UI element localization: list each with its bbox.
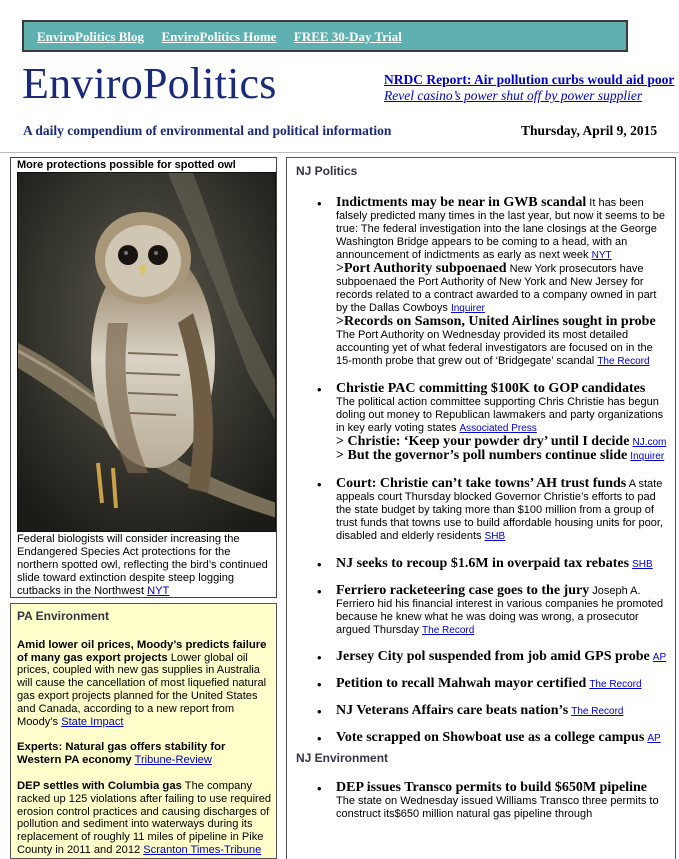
- news-item-title: Vote scrapped on Showboat use as a college campus: [336, 730, 645, 745]
- pa-item-source-link[interactable]: Scranton Times-Tribune: [143, 843, 262, 856]
- nj-news-column: [286, 157, 676, 859]
- news-item-source-link[interactable]: The Record: [589, 679, 642, 690]
- bullet-icon: •: [317, 196, 322, 211]
- news-item-title: Christie PAC committing $100K to GOP candidates: [336, 381, 646, 396]
- news-item-title: Indictments may be near in GWB scandal: [336, 195, 587, 210]
- nav-link-home[interactable]: EnviroPolitics Home: [161, 29, 277, 44]
- pa-item-text: The company racked up 125 violations after failing to use required erosion control practices and causing discharges of pollution and sediment into waterways during its replacement of roughly 11 miles of pipeline in Pike County in 2011 and 2012: [17, 779, 272, 856]
- nj-politics-list: [287, 196, 675, 745]
- news-subitem: [336, 449, 667, 463]
- photo-caption-text: Federal biologists will consider increasing the Endangered Species Act protections for the northern spotted owl, reflecting the bird’s continued slide toward extinction despite steep logging cutbacks in the Northwest: [17, 533, 268, 597]
- page-date: Thursday, April 9, 2015: [521, 123, 658, 138]
- news-subitem: [336, 315, 667, 368]
- news-item-title: DEP issues Transco permits to build $650M pipeline: [336, 780, 648, 795]
- news-item-text: The state on Wednesday issued Williams Transco three permits to construct its$650 million natural gas pipeline through: [336, 795, 659, 820]
- news-subitem: [336, 435, 667, 449]
- news-subitem-title: > Christie: ‘Keep your powder dry’ until I decide: [336, 434, 630, 449]
- nav-link-blog[interactable]: EnviroPolitics Blog: [37, 29, 145, 44]
- news-item-source-link[interactable]: SHB: [632, 559, 653, 570]
- news-item-text: It has been falsely predicted many times in the last year, but now it seems to be true: The federal investigation into the lane closings at the George Washington Bridge appears to be coming to a head, with an announcement of indictments as early as next week: [336, 197, 665, 261]
- headline-link-nrdc[interactable]: NRDC Report: Air pollution curbs would aid poor: [384, 72, 675, 87]
- bullet-icon: •: [317, 382, 322, 397]
- pa-item-title: DEP settles with Columbia gas: [17, 779, 182, 792]
- news-item-title: Jersey City pol suspended from job amid GPS probe: [336, 649, 650, 664]
- news-subitem-title: >Records on Samson, United Airlines sought in probe: [336, 314, 656, 329]
- bullet-icon: •: [317, 584, 322, 599]
- top-nav-bar: [22, 20, 628, 52]
- pa-environment-box: [10, 603, 277, 859]
- headline-link-revel[interactable]: Revel casino’s power shut off by power supplier: [384, 88, 643, 103]
- news-item-source-link[interactable]: The Record: [422, 625, 475, 636]
- news-item-title: NJ seeks to recoup $1.6M in overpaid tax rebates: [336, 556, 630, 571]
- news-item: [287, 677, 675, 691]
- bullet-icon: •: [317, 731, 322, 746]
- news-subitem-source-link[interactable]: Inquirer: [450, 303, 485, 314]
- news-item-source-link[interactable]: NYT: [591, 250, 612, 261]
- news-item: [287, 704, 675, 718]
- news-item: [287, 781, 675, 821]
- site-tagline: A daily compendium of environmental and political information: [23, 123, 392, 138]
- pa-item-title: Experts: Natural gas offers stability for Western PA economy: [17, 741, 226, 767]
- bullet-icon: •: [317, 781, 322, 796]
- news-item: [287, 584, 675, 637]
- news-item-source-link[interactable]: The Record: [571, 706, 624, 717]
- news-subitem-text: The Port Authority on Wednesday provided its most detailed accounting yet of what federal investigators are focused on in the 15-month probe that grew out of ‘Bridgegate’ scandal: [336, 329, 653, 367]
- news-item: [287, 731, 675, 745]
- news-item-source-link[interactable]: Associated Press: [459, 423, 537, 434]
- news-item: [287, 557, 675, 571]
- news-subitem-title: > But the governor’s poll numbers continue slide: [336, 448, 628, 463]
- photo-source-link[interactable]: NYT: [147, 585, 170, 597]
- bullet-icon: •: [317, 704, 322, 719]
- news-item-text: A state appeals court Thursday blocked Governor Christie’s efforts to pad the state budget by taking more than $100 million from a group of trust funds that towns use to build affordable housing units for poor, disabled and elderly residents: [336, 478, 663, 542]
- pa-item: [17, 780, 272, 857]
- nav-link-trial[interactable]: FREE 30-Day Trial: [293, 29, 402, 44]
- nj-environment-list: [287, 781, 675, 821]
- news-subitem: [336, 262, 667, 315]
- news-item: [287, 650, 675, 664]
- pa-item-source-link[interactable]: Tribune-Review: [134, 754, 212, 767]
- news-item-source-link[interactable]: AP: [652, 652, 667, 663]
- nj-politics-heading: NJ Politics: [296, 164, 358, 178]
- pa-environment-heading: PA Environment: [17, 609, 110, 623]
- bullet-icon: •: [317, 650, 322, 665]
- site-logo-title[interactable]: EnviroPolitics: [22, 59, 277, 108]
- news-item-title: Ferriero racketeering case goes to the jury: [336, 583, 590, 598]
- news-item: [287, 382, 675, 463]
- news-item-text: Joseph A. Ferriero hid his financial interest in various companies he promoted because he knew what he was doing was wrong, a prosecutor argued Thursday: [336, 585, 664, 636]
- news-item-text: The political action committee supporting Chris Christie has begun doling out money to Republican lawmakers and party organizations in key early voting states: [336, 396, 664, 434]
- photo-feature-title: More protections possible for spotted owl: [17, 159, 236, 171]
- news-item: [287, 477, 675, 543]
- photo-feature-box: [10, 157, 277, 598]
- header-divider: [0, 152, 679, 153]
- news-subitem-text: New York prosecutors have subpoenaed the Port Authority of New York and New Jersey for records related to a contract awarded to a company owned in part by the Dallas Cowboys: [336, 263, 657, 314]
- news-item-title: Court: Christie can’t take towns’ AH trust funds: [336, 476, 627, 491]
- photo-caption: [17, 533, 272, 598]
- news-item-title: NJ Veterans Affairs care beats nation’s: [336, 703, 569, 718]
- news-item-source-link[interactable]: AP: [647, 733, 661, 744]
- pa-item-source-link[interactable]: State Impact: [61, 715, 124, 728]
- news-item-title: Petition to recall Mahwah mayor certified: [336, 676, 587, 691]
- nj-environment-heading: NJ Environment: [296, 751, 389, 765]
- top-headlines: [384, 72, 674, 104]
- news-subitem-source-link[interactable]: The Record: [597, 356, 650, 367]
- bullet-icon: •: [317, 677, 322, 692]
- news-subitem-source-link[interactable]: NJ.com: [632, 437, 667, 448]
- pa-item-text: Lower global oil prices, coupled with new gas supplies in Australia will cause the cancellation of most liquefied natural gas export projects planned for the United States and Canada, according to a new report from Moody’s: [17, 651, 267, 728]
- owl-photo: [17, 172, 276, 532]
- news-subitem-title: >Port Authority subpoenaed: [336, 261, 507, 276]
- bullet-icon: •: [317, 477, 322, 492]
- pa-item: [17, 639, 272, 729]
- pa-item-title: Amid lower oil prices, Moody’s predicts failure of many gas export projects: [17, 638, 267, 664]
- news-subitem-source-link[interactable]: Inquirer: [630, 451, 665, 462]
- bullet-icon: •: [317, 557, 322, 572]
- news-item-source-link[interactable]: SHB: [484, 531, 506, 542]
- news-item: [287, 196, 675, 368]
- pa-item: [17, 741, 272, 767]
